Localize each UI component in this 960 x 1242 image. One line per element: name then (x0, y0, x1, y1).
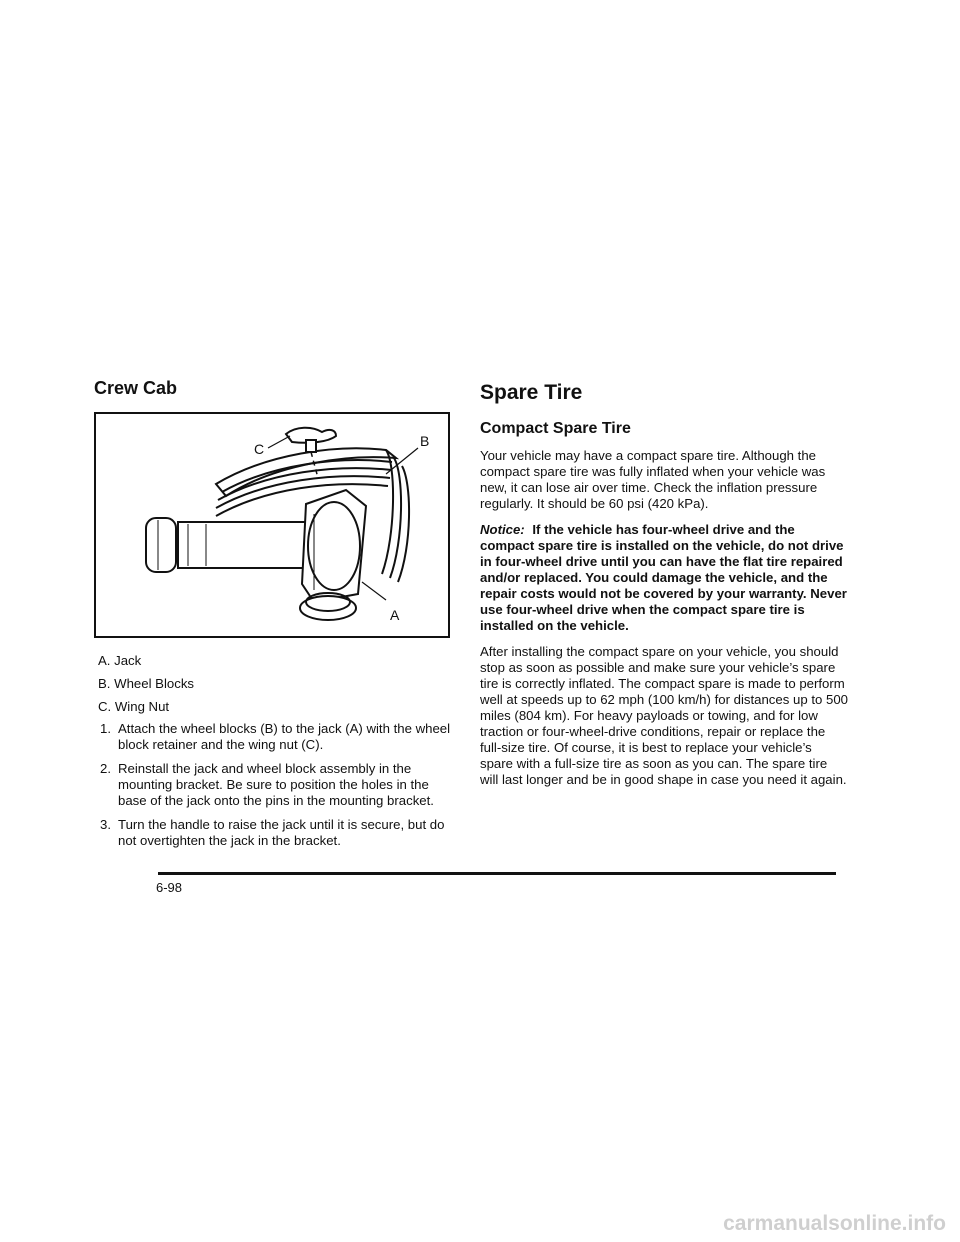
notice-text: If the vehicle has four-wheel drive and the compact spare tire is installed on the vehicle, do not drive in four-wheel drive until you can have the flat tire repaired and/or replaced. You could damage the vehicle, and the repair costs would not be covered by your warranty. Never use four-wheel drive when the compact spare tire is installed on the vehicle. (480, 522, 847, 633)
label-b: B (420, 433, 430, 449)
instruction-steps (94, 721, 454, 849)
notice-label: Notice: (480, 522, 525, 537)
legend-item: A. Jack (98, 653, 142, 668)
watermark: carmanualsonline.info (723, 1212, 946, 1235)
label-a: A (390, 607, 400, 623)
step-item (94, 761, 454, 809)
step-number: 2. (100, 761, 111, 776)
figure-legend (94, 652, 454, 716)
step-text: Attach the wheel blocks (B) to the jack (A) with the wheel block retainer and the wing nut (C). (118, 721, 451, 752)
legend-item: B. Wheel Blocks (98, 676, 195, 691)
step-item (94, 817, 454, 849)
page-number: 6-98 (156, 880, 183, 895)
right-column (480, 376, 848, 798)
spare-tire-title: Spare Tire (480, 381, 583, 404)
compact-spare-tire-heading: Compact Spare Tire (480, 420, 631, 437)
legend-item: C. Wing Nut (98, 699, 170, 714)
step-item (94, 721, 454, 753)
step-text: Reinstall the jack and wheel block assembly in the mounting bracket. Be sure to position the holes in the base of the jack onto the pins in the mounting bracket. (118, 761, 434, 808)
jack-illustration (94, 412, 450, 638)
after-install-paragraph: After installing the compact spare on your vehicle, you should stop as soon as possible and make sure your vehicle’s spare tire is correctly inflated. The compact spare is made to perform well at speeds up to 62 mph (100 km/h) for distances up to 500 miles (804 km). For heavy payloads or towing, and for low traction or four-wheel-drive conditions, repair or replace the full-size tire. Of course, it is best to replace your vehicle’s spare with a full-size tire as soon as you can. The spare tire will last longer and be in good shape in case you need it again. (480, 644, 848, 787)
crew-cab-heading: Crew Cab (94, 378, 178, 398)
left-column (94, 376, 454, 857)
intro-paragraph: Your vehicle may have a compact spare tire. Although the compact spare tire was fully inflated when your vehicle was new, it can lose air over time. Check the inflation pressure regularly. It should be 60 psi (420 kPa). (480, 448, 826, 511)
step-number: 3. (100, 817, 111, 832)
step-number: 1. (100, 721, 111, 736)
step-text: Turn the handle to raise the jack until it is secure, but do not overtighten the jack in the bracket. (118, 817, 445, 848)
notice-paragraph (480, 522, 848, 634)
jack-assembly-drawing (96, 414, 448, 636)
footer-rule (158, 872, 836, 875)
label-c: C (254, 441, 265, 457)
